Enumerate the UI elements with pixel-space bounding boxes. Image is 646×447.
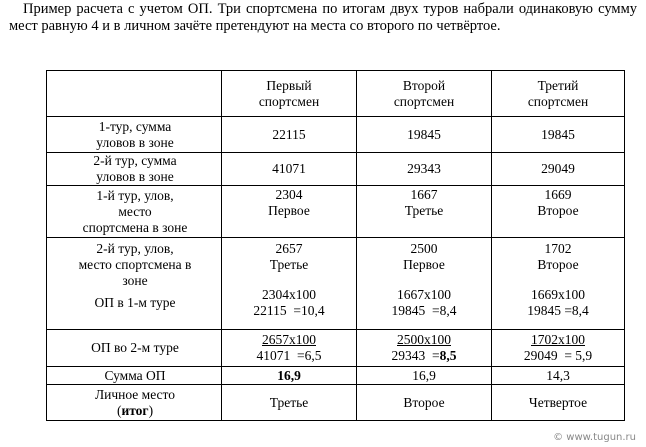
results-table xyxy=(46,70,625,421)
cell-value: Второе xyxy=(357,385,492,421)
table-row-round2-place xyxy=(47,238,625,330)
cell-value: 2304 Первое xyxy=(222,186,357,238)
cell-value: 1669 Второе xyxy=(492,186,625,238)
header-athlete-2: Второй спортсмен xyxy=(357,71,492,117)
cell-value: 2657 Третье 2304х100 22115 =10,4 xyxy=(222,238,357,330)
table-row-op-round2 xyxy=(47,330,625,367)
row-label: Сумма ОП xyxy=(47,367,222,385)
cell-value: 29049 xyxy=(492,153,625,186)
cell-value: 22115 xyxy=(222,117,357,153)
cell-value: 2657х100 41071 =6,5 xyxy=(222,330,357,367)
table-row-round2-catch xyxy=(47,153,625,186)
row-label: Личное место (итог) xyxy=(47,385,222,421)
cell-value: 19845 xyxy=(357,117,492,153)
cell-value: Третье xyxy=(222,385,357,421)
row-label: 1-й тур, улов, место спортсмена в зоне xyxy=(47,186,222,238)
table-row-round1-catch xyxy=(47,117,625,153)
cell-value: 16,9 xyxy=(222,367,357,385)
header-athlete-1: Первый спортсмен xyxy=(222,71,357,117)
table-row-op-sum xyxy=(47,367,625,385)
cell-value: Четвертое xyxy=(492,385,625,421)
header-empty-cell xyxy=(47,71,222,117)
cell-value: 1702 Второе 1669х100 19845 =8,4 xyxy=(492,238,625,330)
cell-value: 1702х100 29049 = 5,9 xyxy=(492,330,625,367)
header-athlete-3: Третий спортсмен xyxy=(492,71,625,117)
cell-value: 1667 Третье xyxy=(357,186,492,238)
table-header-row xyxy=(47,71,625,117)
cell-value: 2500х100 29343 =8,5 xyxy=(357,330,492,367)
row-label: 2-й тур, сумма уловов в зоне xyxy=(47,153,222,186)
cell-value: 19845 xyxy=(492,117,625,153)
table-row-final-place xyxy=(47,385,625,421)
row-label: 2-й тур, улов, место спортсмена в зоне ОП в 1-м туре xyxy=(47,238,222,330)
cell-value: 2500 Первое 1667х100 19845 =8,4 xyxy=(357,238,492,330)
cell-value: 16,9 xyxy=(357,367,492,385)
row-label: 1-тур, сумма уловов в зоне xyxy=(47,117,222,153)
site-watermark: © www.tugun.ru xyxy=(553,432,636,443)
cell-value: 29343 xyxy=(357,153,492,186)
cell-value: 14,3 xyxy=(492,367,625,385)
row-label: ОП во 2-м туре xyxy=(47,330,222,367)
intro-paragraph: Пример расчета с учетом ОП. Три спортсмена по итогам двух туров набрали одинаковую сумму мест равную 4 и в личном зачёте претендуют на места со второго по четвёртое. xyxy=(9,1,637,34)
cell-value: 41071 xyxy=(222,153,357,186)
table-row-round1-place xyxy=(47,186,625,238)
